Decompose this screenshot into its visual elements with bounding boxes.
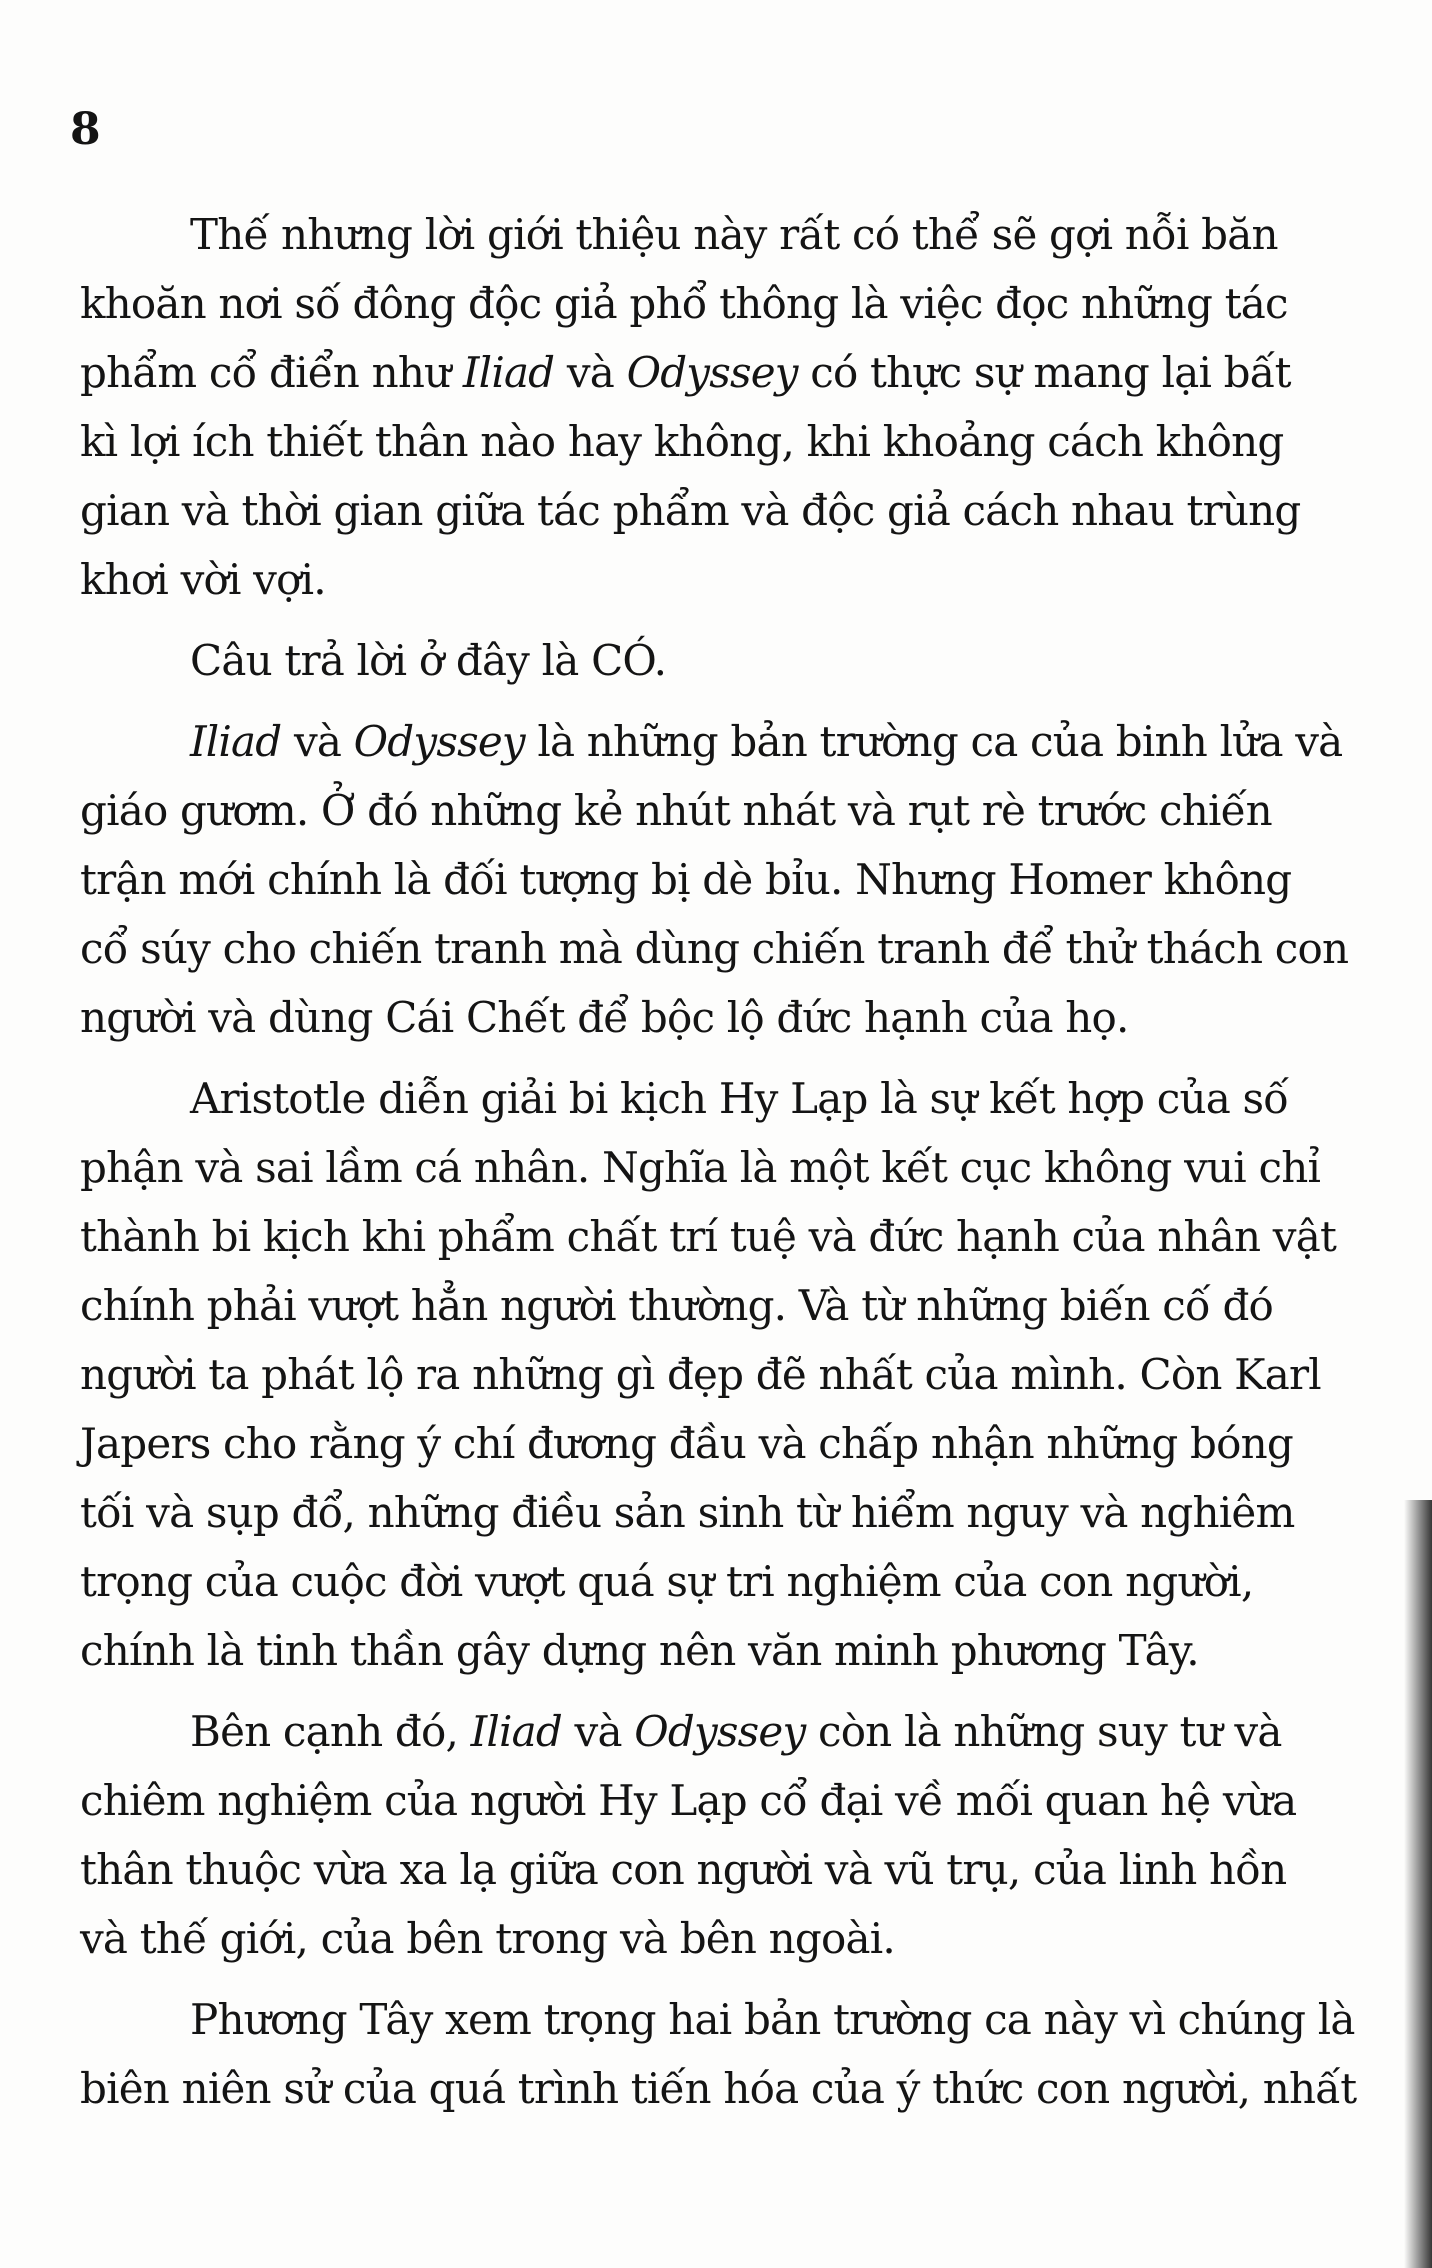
paragraph [80,1985,1357,2123]
text-line [80,1340,1321,1409]
text-line [80,845,1292,914]
text-line [80,476,1301,545]
text-run: khoăn nơi số đông độc giả phổ thông là việc đọc những tác [80,279,1288,328]
text-line [80,545,1280,614]
text-run: Câu trả lời ở đây là CÓ. [190,636,667,685]
text-run: Aristotle diễn giải bi kịch Hy Lạp là sự kết hợp của số [190,1074,1289,1123]
text-run: tối và sụp đổ, những điều sản sinh từ hiểm nguy và nghiêm [80,1488,1295,1537]
text-run: và [554,348,627,397]
text-run: người và dùng Cái Chết để bộc lộ đức hạnh của họ. [80,993,1129,1042]
text-run: gian và thời gian giữa tác phẩm và độc giả cách nhau trùng [80,486,1301,535]
italic-title: Iliad [470,1707,562,1756]
paragraph [80,707,1349,1052]
text-run: có thực sự mang lại bất [797,348,1291,397]
text-run: trọng của cuộc đời vượt quá sự tri nghiệm của con người, [80,1557,1254,1606]
text-line [80,914,1349,983]
text-line [80,1616,1280,1685]
text-line [80,983,1280,1052]
page-number: 8 [70,104,101,155]
text-run: phận và sai lầm cá nhân. Nghĩa là một kết cục không vui chỉ [80,1143,1321,1192]
text-run: người ta phát lộ ra những gì đẹp đẽ nhất của mình. Còn Karl [80,1350,1321,1399]
italic-title: Odyssey [634,1707,806,1756]
text-run: và [281,717,354,766]
text-line [80,338,1291,407]
text-line [80,1766,1297,1835]
text-run: là những bản trường ca của binh lửa và [524,717,1343,766]
text-run: Phương Tây xem trọng hai bản trường ca này vì chúng là [190,1995,1355,2044]
text-line [80,407,1284,476]
text-run: khơi vời vợi. [80,555,326,604]
text-line [80,1985,1355,2054]
italic-title: Iliad [190,717,282,766]
text-line [80,626,1280,695]
text-line [80,2054,1357,2123]
text-line [80,1202,1337,1271]
text-run: và thế giới, của bên trong và bên ngoài. [80,1914,895,1963]
paragraph [80,626,1280,695]
text-line [80,707,1343,776]
text-line [80,1697,1280,1766]
text-line [80,1133,1321,1202]
page-edge-shadow [1404,1500,1432,2268]
text-run: trận mới chính là đối tượng bị dè bỉu. Nhưng Homer không [80,855,1292,904]
text-run: chiêm nghiệm của người Hy Lạp cổ đại về mối quan hệ vừa [80,1776,1297,1825]
paragraph [80,1064,1337,1685]
text-line [80,1835,1287,1904]
text-line [80,1064,1289,1133]
text-run: thân thuộc vừa xa lạ giữa con người và vũ trụ, của linh hồn [80,1845,1287,1894]
text-run: Bên cạnh đó, [190,1707,471,1756]
text-run: phẩm cổ điển như [80,348,463,397]
italic-title: Odyssey [353,717,525,766]
text-run: còn là những suy tư và [805,1707,1282,1756]
text-line [80,1547,1280,1616]
text-line [80,200,1280,269]
text-run: Japers cho rằng ý chí đương đầu và chấp nhận những bóng [80,1419,1293,1468]
text-line [80,1271,1280,1340]
italic-title: Odyssey [626,348,798,397]
text-run: giáo gươm. Ở đó những kẻ nhút nhát và rụt rè trước chiến [80,786,1272,835]
text-line [80,1409,1293,1478]
body-text [80,200,1357,2135]
text-run: chính phải vượt hẳn người thường. Và từ những biến cố đó [80,1281,1274,1330]
text-run: và [562,1707,635,1756]
text-run: chính là tinh thần gây dựng nên văn minh phương Tây. [80,1626,1199,1675]
text-run: biên niên sử của quá trình tiến hóa của ý thức con người, nhất [80,2064,1357,2113]
text-line [80,269,1288,338]
text-line [80,1478,1295,1547]
text-run: kì lợi ích thiết thân nào hay không, khi khoảng cách không [80,417,1284,466]
italic-title: Iliad [462,348,555,397]
text-line [80,776,1280,845]
paragraph [80,1697,1297,1973]
text-run: thành bi kịch khi phẩm chất trí tuệ và đức hạnh của nhân vật [80,1212,1337,1261]
text-run: Thế nhưng lời giới thiệu này rất có thể sẽ gợi nỗi băn [190,210,1278,259]
text-run: cổ súy cho chiến tranh mà dùng chiến tranh để thử thách con [80,924,1349,973]
text-line [80,1904,1280,1973]
paragraph [80,200,1301,614]
